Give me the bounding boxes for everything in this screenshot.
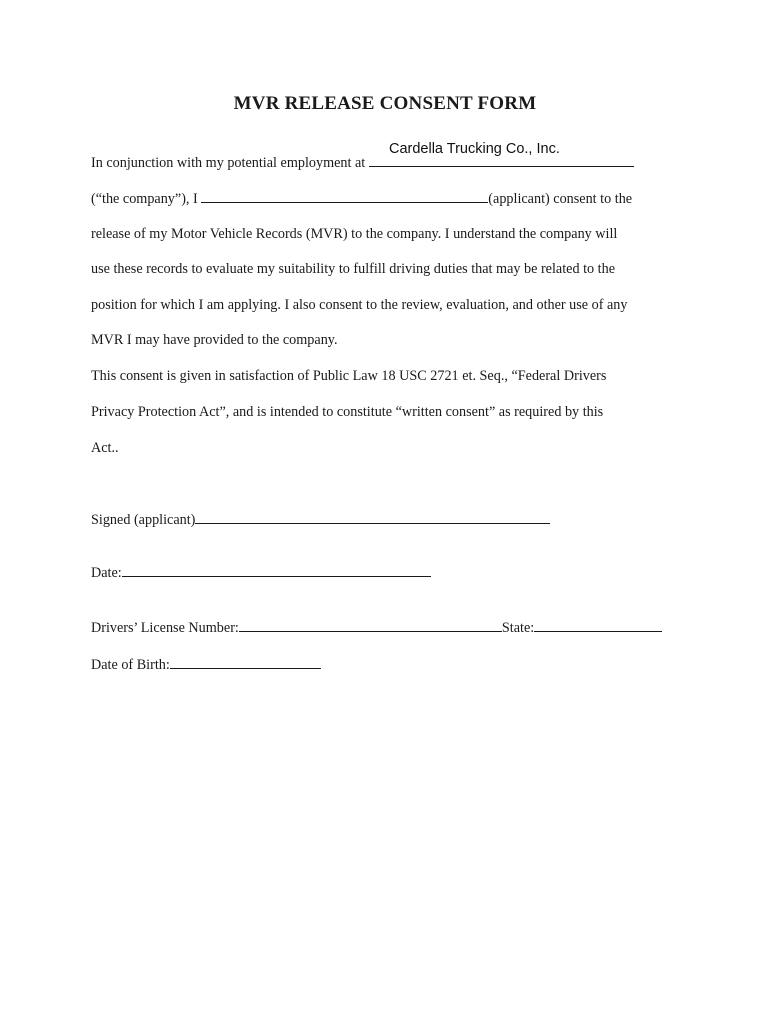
paragraph1-line2-prefix: (“the company”), I xyxy=(91,191,202,207)
paragraph1-line2 xyxy=(91,189,632,208)
paragraph2-line3: Act.. xyxy=(91,440,119,456)
dob-label: Date of Birth: xyxy=(91,657,170,673)
license-number-field[interactable] xyxy=(239,618,502,632)
paragraph1-line1-text: In conjunction with my potential employment at xyxy=(91,155,369,171)
paragraph1-line5: position for which I am applying. I also consent to the review, evaluation, and other use of any xyxy=(91,297,628,313)
dob-row xyxy=(91,655,321,674)
date-field[interactable] xyxy=(122,563,431,577)
state-label: State: xyxy=(501,620,535,636)
paragraph1-line6: MVR I may have provided to the company. xyxy=(91,332,338,348)
dob-field[interactable] xyxy=(170,655,321,669)
paragraph1-line3: release of my Motor Vehicle Records (MVR) to the company. I understand the company will xyxy=(91,226,618,242)
date-label: Date: xyxy=(91,565,122,581)
company-name-field[interactable] xyxy=(369,153,634,167)
license-label: Drivers’ License Number: xyxy=(91,620,239,636)
license-row xyxy=(91,618,662,637)
signature-field[interactable] xyxy=(195,510,550,524)
paragraph1-line1 xyxy=(91,153,634,172)
paragraph1-line2-suffix: (applicant) consent to the xyxy=(488,191,633,207)
date-row xyxy=(91,563,431,582)
signed-label: Signed (applicant) xyxy=(91,512,196,528)
paragraph2-line2: Privacy Protection Act”, and is intended to constitute “written consent” as required by this xyxy=(91,404,604,420)
form-title: MVR RELEASE CONSENT FORM xyxy=(233,93,537,114)
state-field[interactable] xyxy=(534,618,662,632)
paragraph2-line1: This consent is given in satisfaction of Public Law 18 USC 2721 et. Seq., “Federal Drivers xyxy=(91,368,607,384)
paragraph1-line4: use these records to evaluate my suitability to fulfill driving duties that may be related to the xyxy=(91,261,616,277)
signed-row xyxy=(91,510,550,529)
company-name-value: Cardella Trucking Co., Inc. xyxy=(389,141,560,157)
applicant-name-field[interactable] xyxy=(201,189,488,203)
